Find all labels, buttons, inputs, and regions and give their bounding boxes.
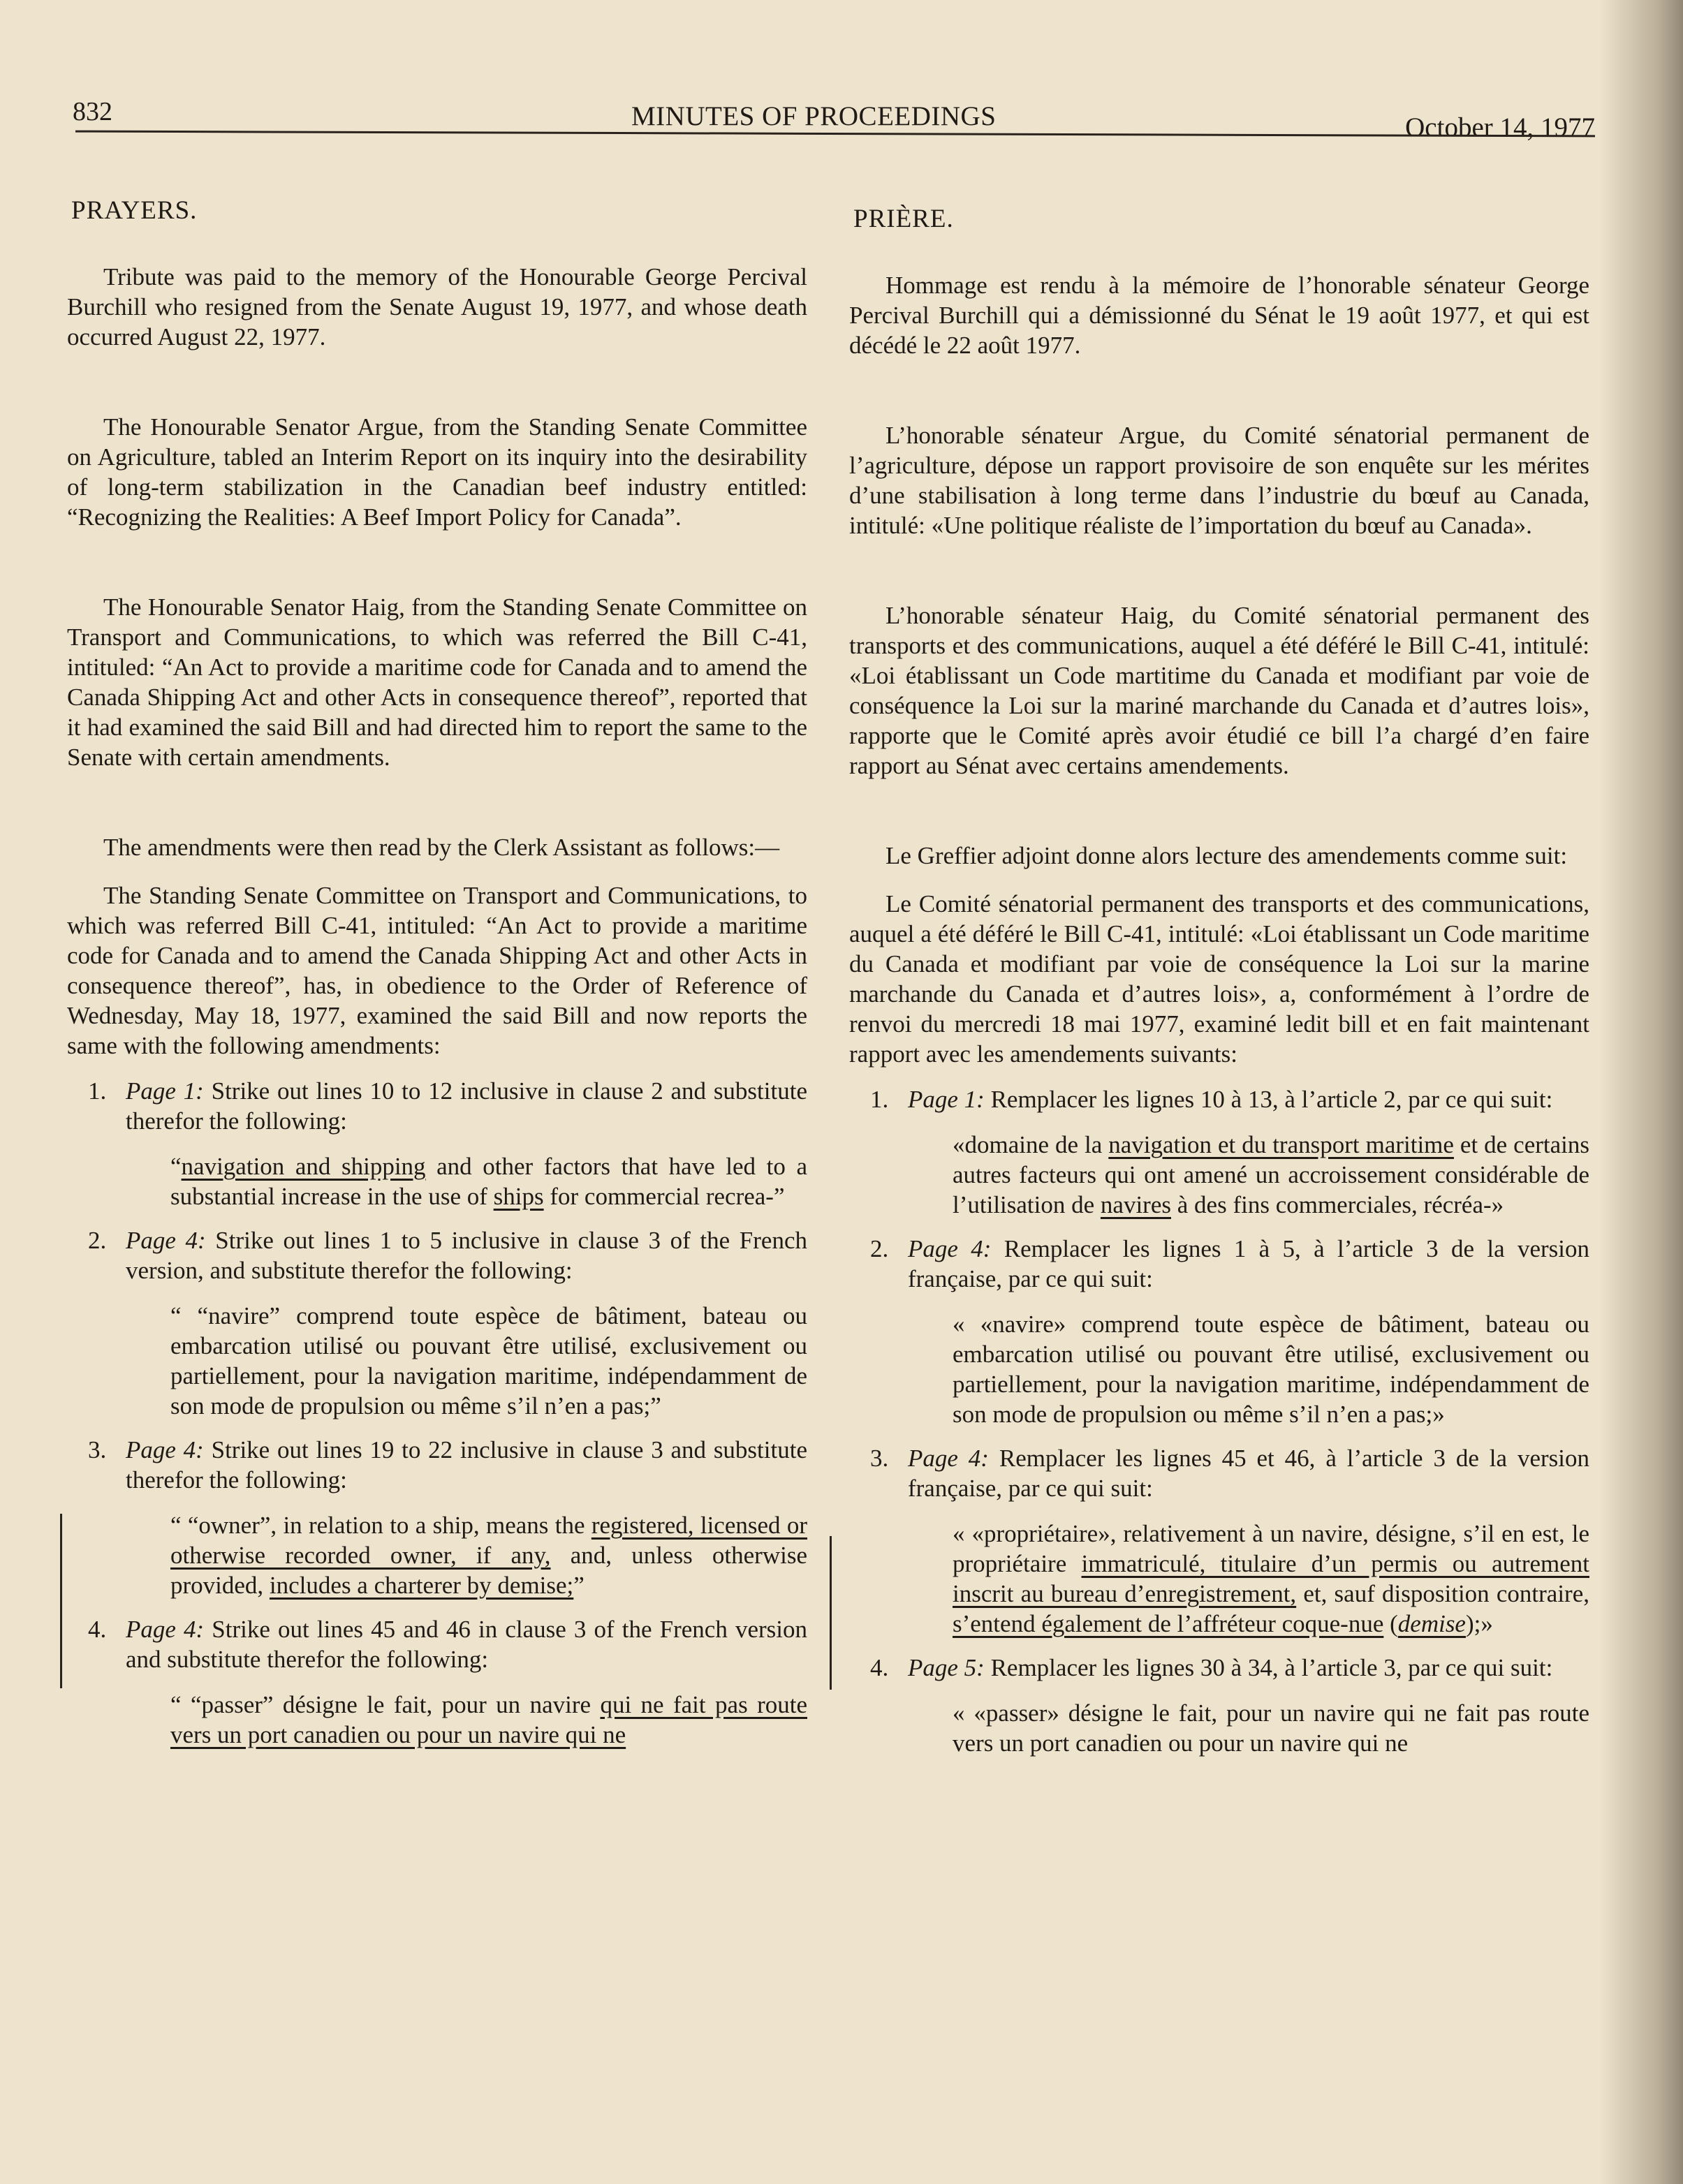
page-number: 832 (73, 97, 112, 126)
en-paragraph-haig: The Honourable Senator Haig, from the Standing Senate Committee on Transport and Communications, to which was referred the Bill C-41, intituled: “An Act to provide a maritime code for Canada and to amend the Canada Shipping Act and other Acts in consequence thereof”, reported that it had examined the said Bill and had directed him to report the same to the Senate with certain amendments. (67, 593, 807, 771)
list-item: 1. Page 1: Remplacer les lignes 10 à 13, à l’article 2, par ce qui suit: «domaine de la navigation et du transport maritime et de certains autres facteurs qui ont amené un accroissement considérable de l’utilisation de navires à des fins commerciales, récréa-» (870, 1086, 1590, 1218)
fr-quote-2: « «navire» comprend toute espèce de bâtiment, bateau ou embarcation utilisé ou pouvant être utilisé, exclusivement ou partiellement, pour la navigation maritime, indépendamment de son mode de propulsion ou même s’il n’en a pas;» (953, 1311, 1589, 1428)
en-paragraph-tribute: Tribute was paid to the memory of the Honourable George Percival Burchill who resigned from the Senate August 19, 1977, and whose death occurred August 22, 1977. (67, 263, 807, 351)
fr-paragraph-rapport: Le Comité sénatorial permanent des transports et des communications, auquel a été déféré le Bill C-41, intitulé: «Loi établissant un Code maritime du Canada et modifiant par voie de conséquence la Loi sur la marine marchande du Canada et d’autres lois», a, conformément à l’ordre de renvoi du mercredi 18 mai 1977, examiné ledit bill et en fait maintenant rapport avec les amendements suivants: (849, 890, 1589, 1068)
list-item: 2. Page 4: Strike out lines 1 to 5 inclusive in clause 3 of the French version, and substitute therefor the following: “ “navire” comprend toute espèce de bâtiment, bateau ou embarcation utilisé ou pouvant être utilisé, exclusivement ou partiellement, pour la navigation maritime, indépendamment de son mode de propulsion ou même s’il n’en a pas;” (88, 1227, 807, 1419)
page-header (73, 91, 1595, 147)
en-amendment-list (67, 1076, 807, 1750)
fr-margin-bar (830, 1536, 832, 1690)
en-paragraph-argue: The Honourable Senator Argue, from the Standing Senate Committee on Agriculture, tabled an Interim Report on its inquiry into the desirability of long-term stabilization in the Canadian beef industry entitled: “Recognizing the Realities: A Beef Import Policy for Canada”. (67, 413, 807, 531)
english-column (67, 195, 807, 1764)
fr-quote-4: « «passer» désigne le fait, pour un navire qui ne fait pas route vers un port canadien ou pour un navire qui ne (953, 1699, 1589, 1757)
en-margin-bar (60, 1514, 62, 1688)
fr-quote-3: « «propriétaire», relativement à un navire, désigne, s’il en est, le propriétaire immatriculé, titulaire d’un permis ou autrement inscrit au bureau d’enregistrement, et, sauf disposition contraire, s’entend également de l’affréteur coque-nue (demise);» (953, 1520, 1589, 1637)
list-item: 2. Page 4: Remplacer les lignes 1 à 5, à l’article 3 de la version française, par ce qui suit: « «navire» comprend toute espèce de bâtiment, bateau ou embarcation utilisé ou pouvant être utilisé, exclusivement ou partiellement, pour la navigation maritime, indépendamment de son mode de propulsion ou même s’il n’en a pas;» (870, 1235, 1590, 1428)
list-item: 3. Page 4: Strike out lines 19 to 22 inclusive in clause 3 and substitute therefor the following: “ “owner”, in relation to a ship, means the registered, licensed or otherwise recorded owner, if any, and, unless otherwise provided, includes a charterer by demise;” (88, 1436, 808, 1599)
list-item: 4. Page 4: Strike out lines 45 and 46 in clause 3 of the French version and substitute therefor the following: “ “passer” désigne le fait, pour un navire qui ne fait pas route vers un port canadien ou pour un navire qui ne (88, 1616, 807, 1748)
list-item: 4. Page 5: Remplacer les lignes 30 à 34, à l’article 3, par ce qui suit: « «passer» désigne le fait, pour un navire qui ne fait pas route vers un port canadien ou pour un navire qui ne (870, 1654, 1589, 1757)
en-quote-1: “navigation and shipping and other factors that have led to a substantial increase in the use of ships for commercial recrea-” (170, 1153, 807, 1210)
en-paragraph-report: The Standing Senate Committee on Transport and Communications, to which was referred Bill C-41, intituled: “An Act to provide a maritime code for Canada and to amend the Canada Shipping Act and other Acts in consequence thereof”, has, in obedience to the Order of Reference of Wednesday, May 18, 1977, examined the said Bill and now reports the same with the following amendments: (67, 882, 807, 1059)
fr-paragraph-greffier: Le Greffier adjoint donne alors lecture des amendements comme suit: (885, 842, 1568, 869)
english-heading: PRAYERS. (71, 196, 198, 225)
page-binding-shadow (1599, 0, 1683, 2184)
en-quote-2: “ “navire” comprend toute espèce de bâtiment, bateau ou embarcation utilisé ou pouvant être utilisé, exclusivement ou partiellement, pour la navigation maritime, indépendamment de son mode de propulsion ou même s’il n’en a pas;” (170, 1302, 807, 1419)
fr-paragraph-haig: L’honorable sénateur Haig, du Comité sénatorial permanent des transports et des communications, auquel a été déféré le Bill C-41, intitulé: «Loi établissant un Code martitime du Canada et modifiant par voie de conséquence la Loi sur la mariné marchande du Canada et d’autres lois», rapporte que le Comité après avoir étudié ce bill l’a chargé d’en faire rapport au Sénat avec certains amendements. (849, 602, 1589, 779)
list-item: 1. Page 1: Strike out lines 10 to 12 inclusive in clause 2 and substitute therefor the following: “navigation and shipping and other factors that have led to a substantial increase in the use of ships for commercial recrea-” (88, 1077, 807, 1210)
en-paragraph-clerk: The amendments were then read by the Clerk Assistant as follows:— (103, 834, 780, 861)
en-quote-3: “ “owner”, in relation to a ship, means the registered, licensed or otherwise recorded owner, if any, and, unless otherwise provided, includes a charterer by demise;” (170, 1512, 808, 1599)
fr-paragraph-argue: L’honorable sénateur Argue, du Comité sénatorial permanent de l’agriculture, dépose un rapport provisoire de son enquête sur les mérites d’une stabilisation à long terme dans l’industrie du bœuf au Canada, intitulé: «Une politique réaliste de l’importation du bœuf au Canada». (849, 422, 1589, 539)
header-date: October 14, 1977 (1405, 112, 1595, 142)
french-heading: PRIÈRE. (853, 205, 954, 233)
en-quote-4: “ “passer” désigne le fait, pour un navire qui ne fait pas route vers un port canadien ou pour un navire qui ne (170, 1691, 807, 1748)
fr-amendment-list (849, 1084, 1589, 1758)
list-item: 3. Page 4: Remplacer les lignes 45 et 46, à l’article 3 de la version française, par ce qui suit: « «propriétaire», relativement à un navire, désigne, s’il en est, le propriétaire immatriculé, titulaire d’un permis ou autrement inscrit au bureau d’enregistrement, et, sauf disposition contraire, s’entend également de l’affréteur coque-nue (demise);» (870, 1445, 1589, 1637)
fr-quote-1: «domaine de la navigation et du transport maritime et de certains autres facteurs qui ont amené un accroissement considérable de l’utilisation de navires à des fins commerciales, récréa-» (953, 1131, 1590, 1218)
running-title: MINUTES OF PROCEEDINGS (631, 101, 997, 131)
french-column (849, 204, 1589, 1772)
fr-paragraph-hommage: Hommage est rendu à la mémoire de l’honorable sénateur George Percival Burchill qui a démissionné du Sénat le 19 août 1977, et qui est décédé le 22 août 1977. (849, 272, 1589, 359)
